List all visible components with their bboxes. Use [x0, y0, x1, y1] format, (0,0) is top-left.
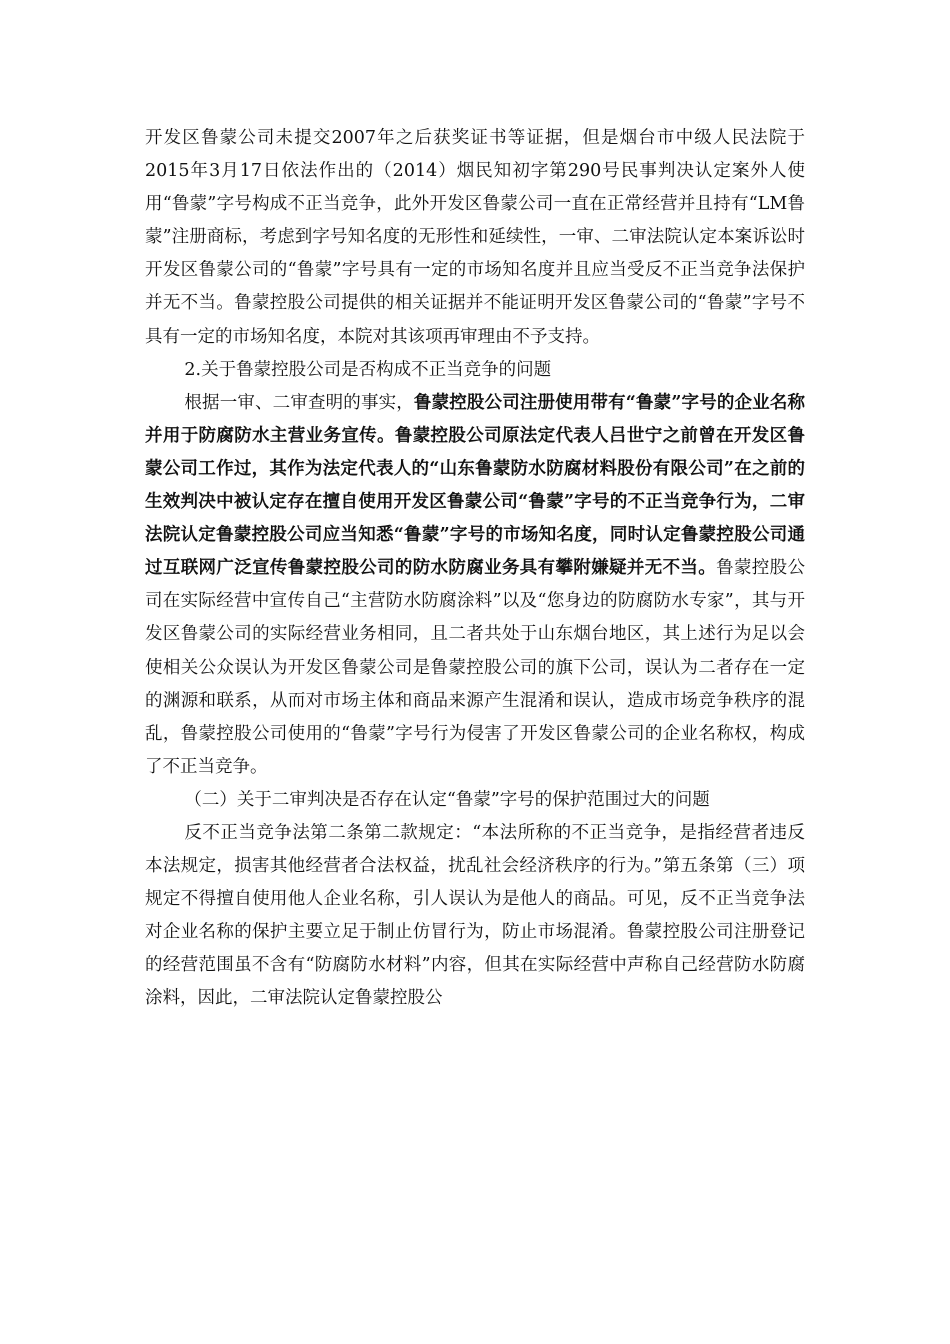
document-body	[145, 122, 805, 1016]
paragraph-rest-text: 鲁蒙控股公司在实际经营中宣传自己“主营防水防腐涂料”以及“您身边的防腐防水专家”，其与开发区鲁蒙公司的实际经营业务相同，且二者共处于山东烟台地区，其上述行为足以会使相关公众误认为开发区鲁蒙公司是鲁蒙控股公司的旗下公司，误认为二者存在一定的渊源和联系，从而对市场主体和商品来源产生混淆和误认，造成市场竞争秩序的混乱，鲁蒙控股公司使用的“鲁蒙”字号行为侵害了开发区鲁蒙公司的企业名称权，构成了不正当竞争。	[145, 558, 805, 777]
heading-text: 2.关于鲁蒙控股公司是否构成不正当竞争的问题	[184, 359, 552, 380]
section-heading-two	[145, 784, 805, 817]
paragraph-continued	[145, 122, 805, 354]
paragraph-lead-text: 根据一审、二审查明的事实，	[184, 392, 414, 413]
heading-text: （二）关于二审判决是否存在认定“鲁蒙”字号的保护范围过大的问题	[184, 789, 710, 810]
paragraph-law	[145, 817, 805, 1016]
section-heading-2	[145, 354, 805, 387]
paragraph-text: 开发区鲁蒙公司未提交2007年之后获奖证书等证据，但是烟台市中级人民法院于2015年3月17日依法作出的（2014）烟民知初字第290号民事判决认定案外人使用“鲁蒙”字号构成不正当竞争，此外开发区鲁蒙公司一直在正常经营并且持有“LM鲁蒙”注册商标，考虑到字号知名度的无形性和延续性，一审、二审法院认定本案诉讼时开发区鲁蒙公司的“鲁蒙”字号具有一定的市场知名度并且应当受反不正当竞争法保护并无不当。鲁蒙控股公司提供的相关证据并不能证明开发区鲁蒙公司的“鲁蒙”字号不具有一定的市场知名度，本院对其该项再审理由不予支持。	[145, 128, 805, 347]
paragraph-bold-text: 鲁蒙控股公司注册使用带有“鲁蒙”字号的企业名称并用于防腐防水主营业务宣传。鲁蒙控股公司原法定代表人吕世宁之前曾在开发区鲁蒙公司工作过，其作为法定代表人的“山东鲁蒙防水防腐材料股份有限公司”在之前的生效判决中被认定存在擅自使用开发区鲁蒙公司“鲁蒙”字号的不正当竞争行为，二审法院认定鲁蒙控股公司应当知悉“鲁蒙”字号的市场知名度，同时认定鲁蒙控股公司通过互联网广泛宣传鲁蒙控股公司的防水防腐业务具有攀附嫌疑并无不当。	[145, 392, 805, 579]
paragraph-text: 反不正当竞争法第二条第二款规定：“本法所称的不正当竞争，是指经营者违反本法规定，损害其他经营者合法权益，扰乱社会经济秩序的行为。”第五条第（三）项规定不得擅自使用他人企业名称，引人误认为是他人的商品。可见，反不正当竞争法对企业名称的保护主要立足于制止仿冒行为，防止市场混淆。鲁蒙控股公司注册登记的经营范围虽不含有“防腐防水材料”内容，但其在实际经营中声称自己经营防水防腐涂料，因此，二审法院认定鲁蒙控股公	[145, 822, 805, 1009]
paragraph-facts	[145, 387, 805, 784]
